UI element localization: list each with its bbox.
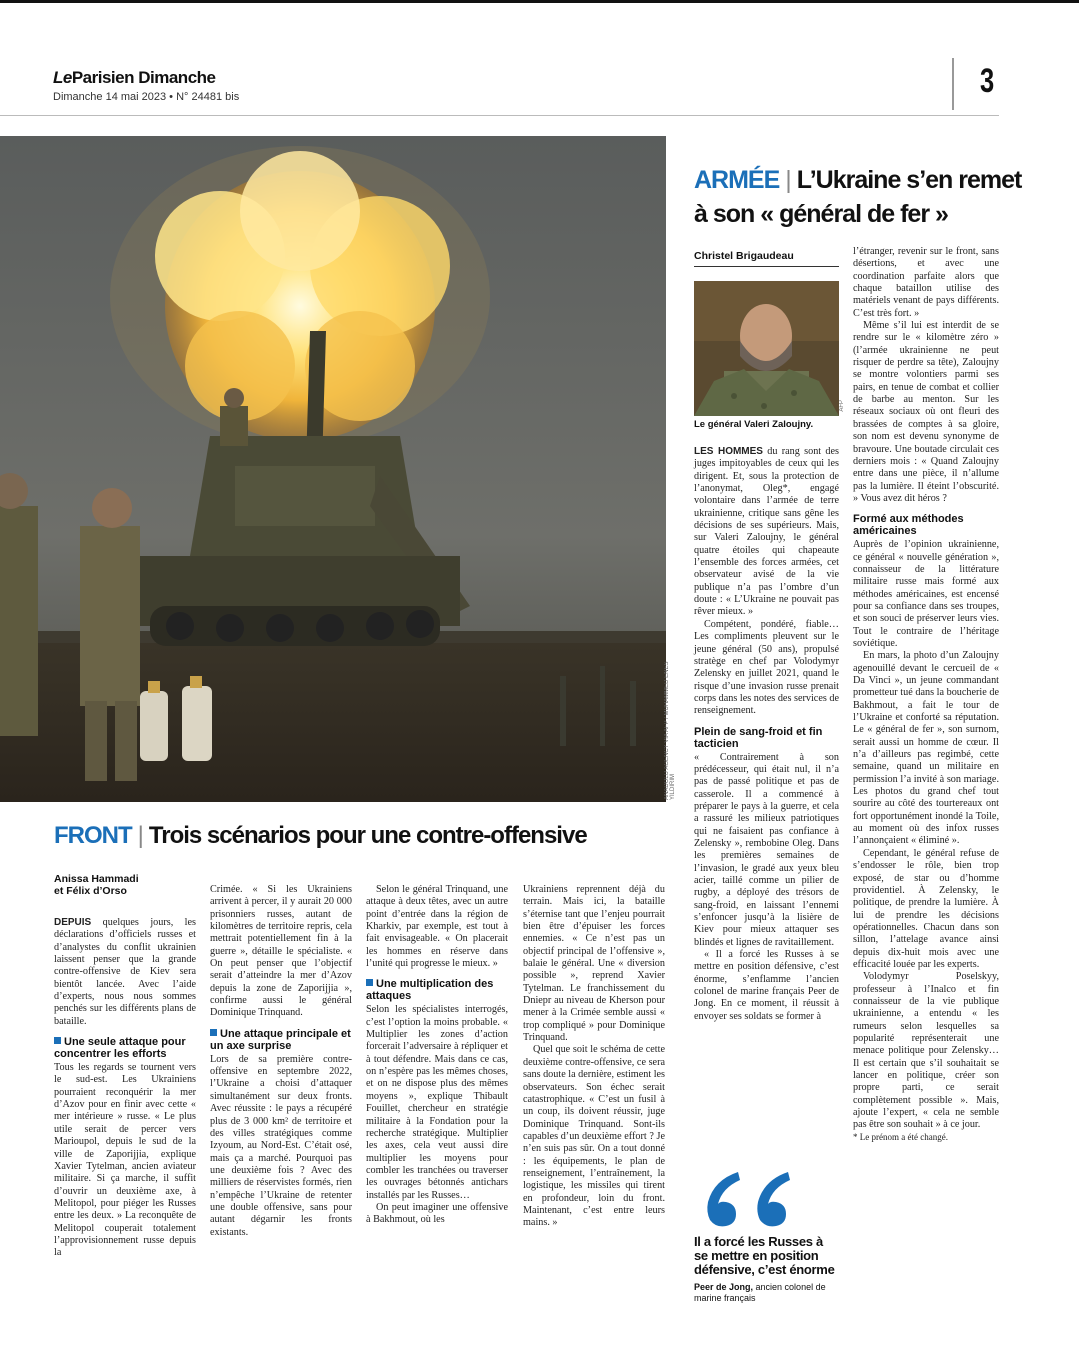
front-paragraph-6: Selon les spécialistes interrogés, c’est l’option la moins probable. « Multiplier les zones d’action forcerait l’adversaire à répliquer et à tout défendre. Mais dans ce cas, on n’espère pas les mêmes choses, et on ne dispose plus des mêmes moyens », explique Thibault Fouillet, chercheur en stratégie militaire à la Fondation pour la recherche stratégique. Multiplier les axes, cela veut aussi dire multiplier les moyens pour combler les tranchées ou traverser les ouvrages bétonnés antichars installés par les Russes… <box>366 1004 508 1201</box>
photo-credit: ANADOLU AGENCY VIA AFP / MUHAMMED ENES YILDIRIM <box>664 661 676 800</box>
front-byline: Anissa Hammadi et Félix d’Orso <box>54 873 139 897</box>
armee-paragraph-3: « Contrairement à son prédécesseur, qui était nul, il n’a pas de passé politique et pas de casserole. Il a commencé à préparer le pays à la guerre, et cela a rassuré les milieux patriotiques qui ne faisaient pas confiance à Zelensky », rembobine Oleg. Dans les premières semaines de l’invasion, le gradé aux yeux bleu acier, taillé comme un pilier de rugby, a déployé des trésors de sang-froid, en laissant l’ennemi s’enfoncer jusqu’à la lisière de Kiev pour mieux attaquer ses blindés et lignes de ravitaillement. <box>694 751 839 948</box>
portrait-credit: AFP <box>839 400 845 412</box>
front-subheading-1: Une seule attaque pour concentrer les efforts <box>54 1036 186 1061</box>
front-subheading-2: Une attaque principale et un axe surprise <box>210 1027 351 1052</box>
armee-paragraph-6: Même s’il lui est interdit de se rendre sur le « kilomètre zéro » (l’armée ukrainienne ne peut risquer de perdre sa tête), Zaloujny se montre volontiers parmi ses pairs, en tenue de combat et collier de barbe au menton. Sur les réseaux sociaux où ont fleuri des brassées de comptes à sa gloire, son nom est devenu synonyme de bravoure. Une boutade circulait ces derniers mois : « Quand Zaloujny entre dans une pièce, il n’allume pas la lumière. Il éteint l’obscurité. » Vous avez dit héros ? <box>853 320 999 504</box>
page-number-separator <box>952 58 954 110</box>
headline-separator: | <box>785 166 791 194</box>
front-paragraph-9: Quel que soit le schéma de cette deuxième contre-offensive, ce sera sans doute la dernière, estiment les observateurs. Son échec serait catastrophique. « C’est un fusil à un coup, ils doivent réussir, juge Dominique Trinquand. Sont-ils capables d’un deuxième effort ? Je n’en suis pas sûr. On a tout donné : les équipements, le plan de renseignement, l’entraînement, la logistique, les missiles qui tirent en profondeur, loin du front. Maintenant, c’est entre leurs mains. » <box>523 1044 666 1229</box>
front-paragraph-8: Ukrainiens reprennent déjà du terrain. Mais ici, la bataille s’éternise tant que l’enjeu pourrait bien être d’épuiser les forces ennemies. « Ce n’est pas un objectif principal de l’offensive », balaie le général. Une « diversion possible », reprend Xavier Tytelman. Le franchissement du Dniepr au niveau de Kherson pour mener à la Crimée semble aussi « trop compliqué » pour Dominique Trinquand. <box>523 884 665 1044</box>
armee-paragraph-10: Volodymyr Poselskyy, professeur à l’Inalco et fin connaisseur de la vie publique ukrainienne, a entendu « les rumeurs selon lesquelles sa popularité représenterait une menace politique pour Zelensky… Il est certain que s’il souhaitait se lancer en politique, créer son propre parti, ce serait complètement possible ». Mais, ajoute l’expert, « cela ne semble pas être son souhait » à ce jour. <box>853 971 999 1131</box>
armee-paragraph-9: Cependant, le général refuse de s’endosser le rôle, bien trop exposé, de star ou d’homme providentiel. À Zelensky, le politique, de prendre la lumière. À lui de prendre les décisions opérationnelles. Chacun dans son sillon, l’attelage avance ainsi depuis dix-huit mois avec une efficacité louée par les experts. <box>853 847 999 970</box>
headline-separator: | <box>137 822 143 849</box>
armee-rubric: ARMÉE <box>694 166 780 194</box>
front-paragraph-7: On peut imaginer une offensive à Bakhmout, où les <box>366 1201 508 1226</box>
armee-subheading-2: Formé aux méthodes américaines <box>853 513 964 538</box>
front-column-3 <box>366 884 508 1227</box>
front-rubric: FRONT <box>54 822 132 849</box>
armee-headline: ARMÉE | L’Ukraine s’en remet à son « général de fer » <box>694 166 1022 228</box>
square-bullet-icon <box>210 1029 217 1036</box>
square-bullet-icon <box>54 1037 61 1044</box>
front-paragraph-3: Crimée. « Si les Ukrainiens arrivent à percer, il y aurait 20 000 prisonniers russes, autant de kilomètres de territoire repris, cela mettrait potentiellement fin à la guerre », détaille le spécialiste. « On peut penser que l’objectif serait d’atteindre la mer d’Azov depuis la zone de Zaporijjia », confirme aussi le général Dominique Trinquand. <box>210 884 352 1019</box>
front-column-1 <box>54 873 196 1260</box>
front-column-4 <box>523 884 665 1230</box>
front-paragraph-1: DEPUIS quelques jours, les déclarations d’officiels russes et d’analystes du conflit ukrainien laissent penser que la grande contre-offensive de Kiev sera bientôt lancée. Avec l’aide d’experts, nous nous sommes penchés sur les différents plans de bataille. <box>54 917 196 1027</box>
front-subheading-3: Une multiplication des attaques <box>366 978 494 1003</box>
general-portrait-photo <box>694 281 839 416</box>
armee-paragraph-7: Auprès de l’opinion ukrainienne, ce général « nouvelle génération », connaisseur de la littérature militaire russe mais formé aux méthodes américaines, est encensé pour sa confiance dans ses troupes, et son souci de préserver leurs vies. Tout le contraire de l’héritage soviétique. <box>853 539 999 649</box>
armee-column-1 <box>694 446 839 1023</box>
top-border <box>0 0 1079 3</box>
pull-quote-text: Il a forcé les Russes à se mettre en position défensive, c’est énorme <box>694 1234 835 1277</box>
front-paragraph-5: Selon le général Trinquand, une attaque à deux têtes, avec un autre point d’entrée dans la région de Kharkiv, par exemple, est tout à fait envisageable. « On placerait les hommes en réserve dans l’unité qui progresse le mieux. » <box>366 884 508 970</box>
armee-byline: Christel Brigaudeau <box>694 250 839 267</box>
armee-subheading-1: Plein de sang-froid et fin tacticien <box>694 725 823 750</box>
front-paragraph-4: Lors de sa première contre-offensive en septembre 2022, l’Ukraine a choisi d’attaquer simultanément sur deux fronts. Avec réussite : le pays a récupéré plus de 3 000 km² de territoire et des villes stratégiques comme Izyoum, au Nord-Est. C’était osé, mais ça a marché. Pourquoi pas une deuxième fois ? Avec des milliers de réservistes formés, rien n’empêche l’Ukraine de retenter une double offensive, sans pour autant dégarnir les fronts existants. <box>210 1053 352 1238</box>
front-column-2 <box>210 884 352 1239</box>
armee-paragraph-8: En mars, la photo d’un Zaloujny agenouillé devant le cercueil de « Da Vinci », un jeune commandant prometteur tué dans la boucherie de Bakhmout, a fait le tour de l’Ukraine et conforté sa réputation. Le « général de fer », son surnom, serait aussi un homme de cœur. Il n’a d’ailleurs pas regimbé, cette semaine, quand un militaire en permission l’a invité à son mariage. Les photos du grand chef tout sourire au côté des tourtereaux ont fort opportunément inondé la Toile, au moment où des infox russes l’annonçaient « éliminé ». <box>853 650 999 847</box>
armee-paragraph-2: Compétent, pondéré, fiable… Les compliments pleuvent sur le jeune général (50 ans), propulsé stratège en chef par Volodymyr Zelensky en juillet 2021, quand le risque d’une invasion russe prenait corps dans les notes des services de renseignement. <box>694 618 839 717</box>
issue-date: Dimanche 14 mai 2023 • N° 24481 bis <box>53 91 240 103</box>
square-bullet-icon <box>366 979 373 986</box>
newspaper-logo: LeParisien Dimanche <box>53 68 216 87</box>
armee-paragraph-1: LES HOMMES du rang sont des juges impitoyables de ceux qui les dirigent. Et, sous la protection de l’anonymat, Oleg*, engagé volontaire dans l’armée de terre ukrainienne, critique sans gêne les décisions de ses supérieurs. Mais, sur Valeri Zaloujny, le général quatre étoiles qui chapeaute l’ensemble des forces armées, cet observateur avisé de la vie publique n’a pas l’ombre d’un doute : « L’Ukraine ne pouvait pas rêver mieux. » <box>694 446 839 618</box>
front-headline <box>54 822 587 850</box>
armee-column-2 <box>853 246 999 1143</box>
quote-mark-icon <box>694 1168 794 1230</box>
front-paragraph-2: Tous les regards se tournent vers le sud-est. Les Ukrainiens pourraient reconquérir la mer d’Azov pour en finir avec cette « mer intérieure » russe. « Le plus utile serait de percer vers Marioupol, depuis le sud de la ville de Zaporijjia, explique Xavier Tytelman, ancien aviateur militaire. Si ça marche, il suffit d’ouvrir un deuxième axe, à Melitopol, pour piéger les Russes entre les deux. » La reconquête de Melitopol couperait totalement l’approvisionnement russe depuis la <box>54 1062 196 1259</box>
footnote: * Le prénom a été changé. <box>853 1131 948 1142</box>
armee-paragraph-5: l’étranger, revenir sur le front, sans désertions, et avec une coordination parfaite alors que chaque bataillon utilise des matériels venant de pays différents. C’est très fort. » <box>853 246 999 319</box>
pull-quote-author: Peer de Jong, ancien colonel de marine français <box>694 1282 826 1303</box>
pull-quote <box>694 1168 839 1304</box>
artillery-photo <box>0 136 666 802</box>
masthead <box>53 68 239 103</box>
page-number: 3 <box>980 62 995 100</box>
portrait-caption: Le général Valeri Zaloujny. <box>694 419 814 430</box>
front-title: Trois scénarios pour une contre-offensive <box>148 822 587 849</box>
armee-paragraph-4: « Il a forcé les Russes à se mettre en position défensive, c’est énorme, s’enflamme l’ancien colonel de marine français Peer de Jong. En ce moment, il réussit à envoyer ses soldats se former à <box>694 949 839 1022</box>
header-rule <box>0 115 999 116</box>
